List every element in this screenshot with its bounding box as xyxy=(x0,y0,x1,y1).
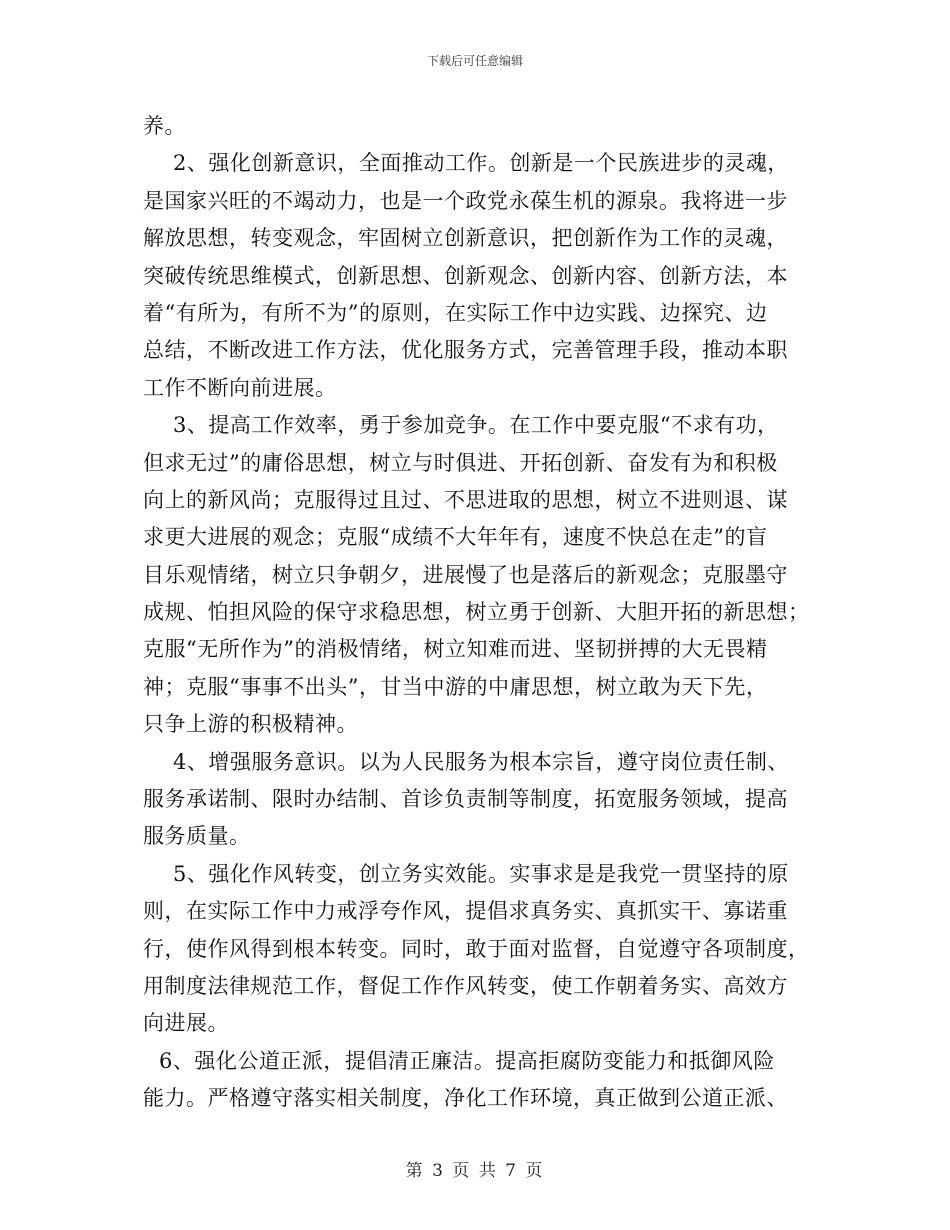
page-number-footer: 第 3 页 共 7 页 xyxy=(405,1161,545,1181)
text-line: 服务承诺制、限时办结制、首诊负责制等制度，拓宽服务领域，提高 xyxy=(143,787,788,812)
text-line: 但求无过”的庸俗思想，树立与时俱进、开拓创新、奋发有为和积极 xyxy=(143,450,778,475)
text-line: 是国家兴旺的不竭动力，也是一个政党永葆生机的源泉。我将进一步 xyxy=(143,188,788,213)
text-line: 养。 xyxy=(143,114,186,138)
text-line: 着“有所为，有所不为”的原则，在实际工作中边实践、边探究、边 xyxy=(143,300,768,325)
text-line: 克服“无所作为”的消极情绪，树立知难而进、坚韧拼搏的大无畏精 xyxy=(143,637,768,662)
page-header: 下载后可任意编辑 xyxy=(426,54,523,68)
paragraph-2-start: 2、强化创新意识，全面推动工作。创新是一个民族进步的灵魂， xyxy=(173,151,789,176)
document-body xyxy=(143,108,810,1118)
paragraph-5-start: 5、强化作风转变，创立务实效能。实事求是是我党一贯坚持的原 xyxy=(173,861,789,886)
text-line: 神；克服“事事不出头”，甘当中游的中庸思想，树立敢为天下先， xyxy=(143,674,768,699)
paragraph-3-start: 3、提高工作效率，勇于参加竞争。在工作中要克服“不求有功， xyxy=(173,413,779,438)
text-line: 目乐观情绪，树立只争朝夕，进展慢了也是落后的新观念；克服墨守 xyxy=(143,562,788,587)
text-line: 总结，不断改进工作方法，优化服务方式，完善管理手段，推动本职 xyxy=(143,338,788,363)
text-line: 服务质量。 xyxy=(143,824,251,849)
text-line: 求更大进展的观念；克服“成绩不大年年有，速度不快总在走”的盲 xyxy=(143,525,768,550)
text-line: 成规、怕担风险的保守求稳思想，树立勇于创新、大胆开拓的新思想； xyxy=(143,600,810,625)
text-line: 工作不断向前进展。 xyxy=(143,375,337,400)
paragraph-6-start: 6、强化公道正派，提倡清正廉洁。提高拒腐防变能力和抵御风险 xyxy=(159,1048,775,1073)
text-line: 只争上游的积极精神。 xyxy=(143,712,358,737)
paragraph-4-start: 4、增强服务意识。以为人民服务为根本宗旨，遵守岗位责任制、 xyxy=(173,749,789,774)
text-line: 向上的新风尚；克服得过且过、不思进取的思想，树立不进则退、谋 xyxy=(143,487,788,512)
text-line: 突破传统思维模式，创新思想、创新观念、创新内容、创新方法，本 xyxy=(143,263,788,288)
text-line: 用制度法律规范工作，督促工作作风转变，使工作朝着务实、高效方 xyxy=(143,973,788,998)
text-line: 解放思想，转变观念，牢固树立创新意识，把创新作为工作的灵魂， xyxy=(143,226,788,251)
text-line: 向进展。 xyxy=(143,1011,229,1036)
text-line: 行，使作风得到根本转变。同时，敢于面对监督，自觉遵守各项制度， xyxy=(143,936,810,961)
text-line: 则，在实际工作中力戒浮夸作风，提倡求真务实、真抓实干、寡诺重 xyxy=(143,899,788,924)
text-line: 能力。严格遵守落实相关制度，净化工作环境，真正做到公道正派、 xyxy=(143,1086,788,1111)
